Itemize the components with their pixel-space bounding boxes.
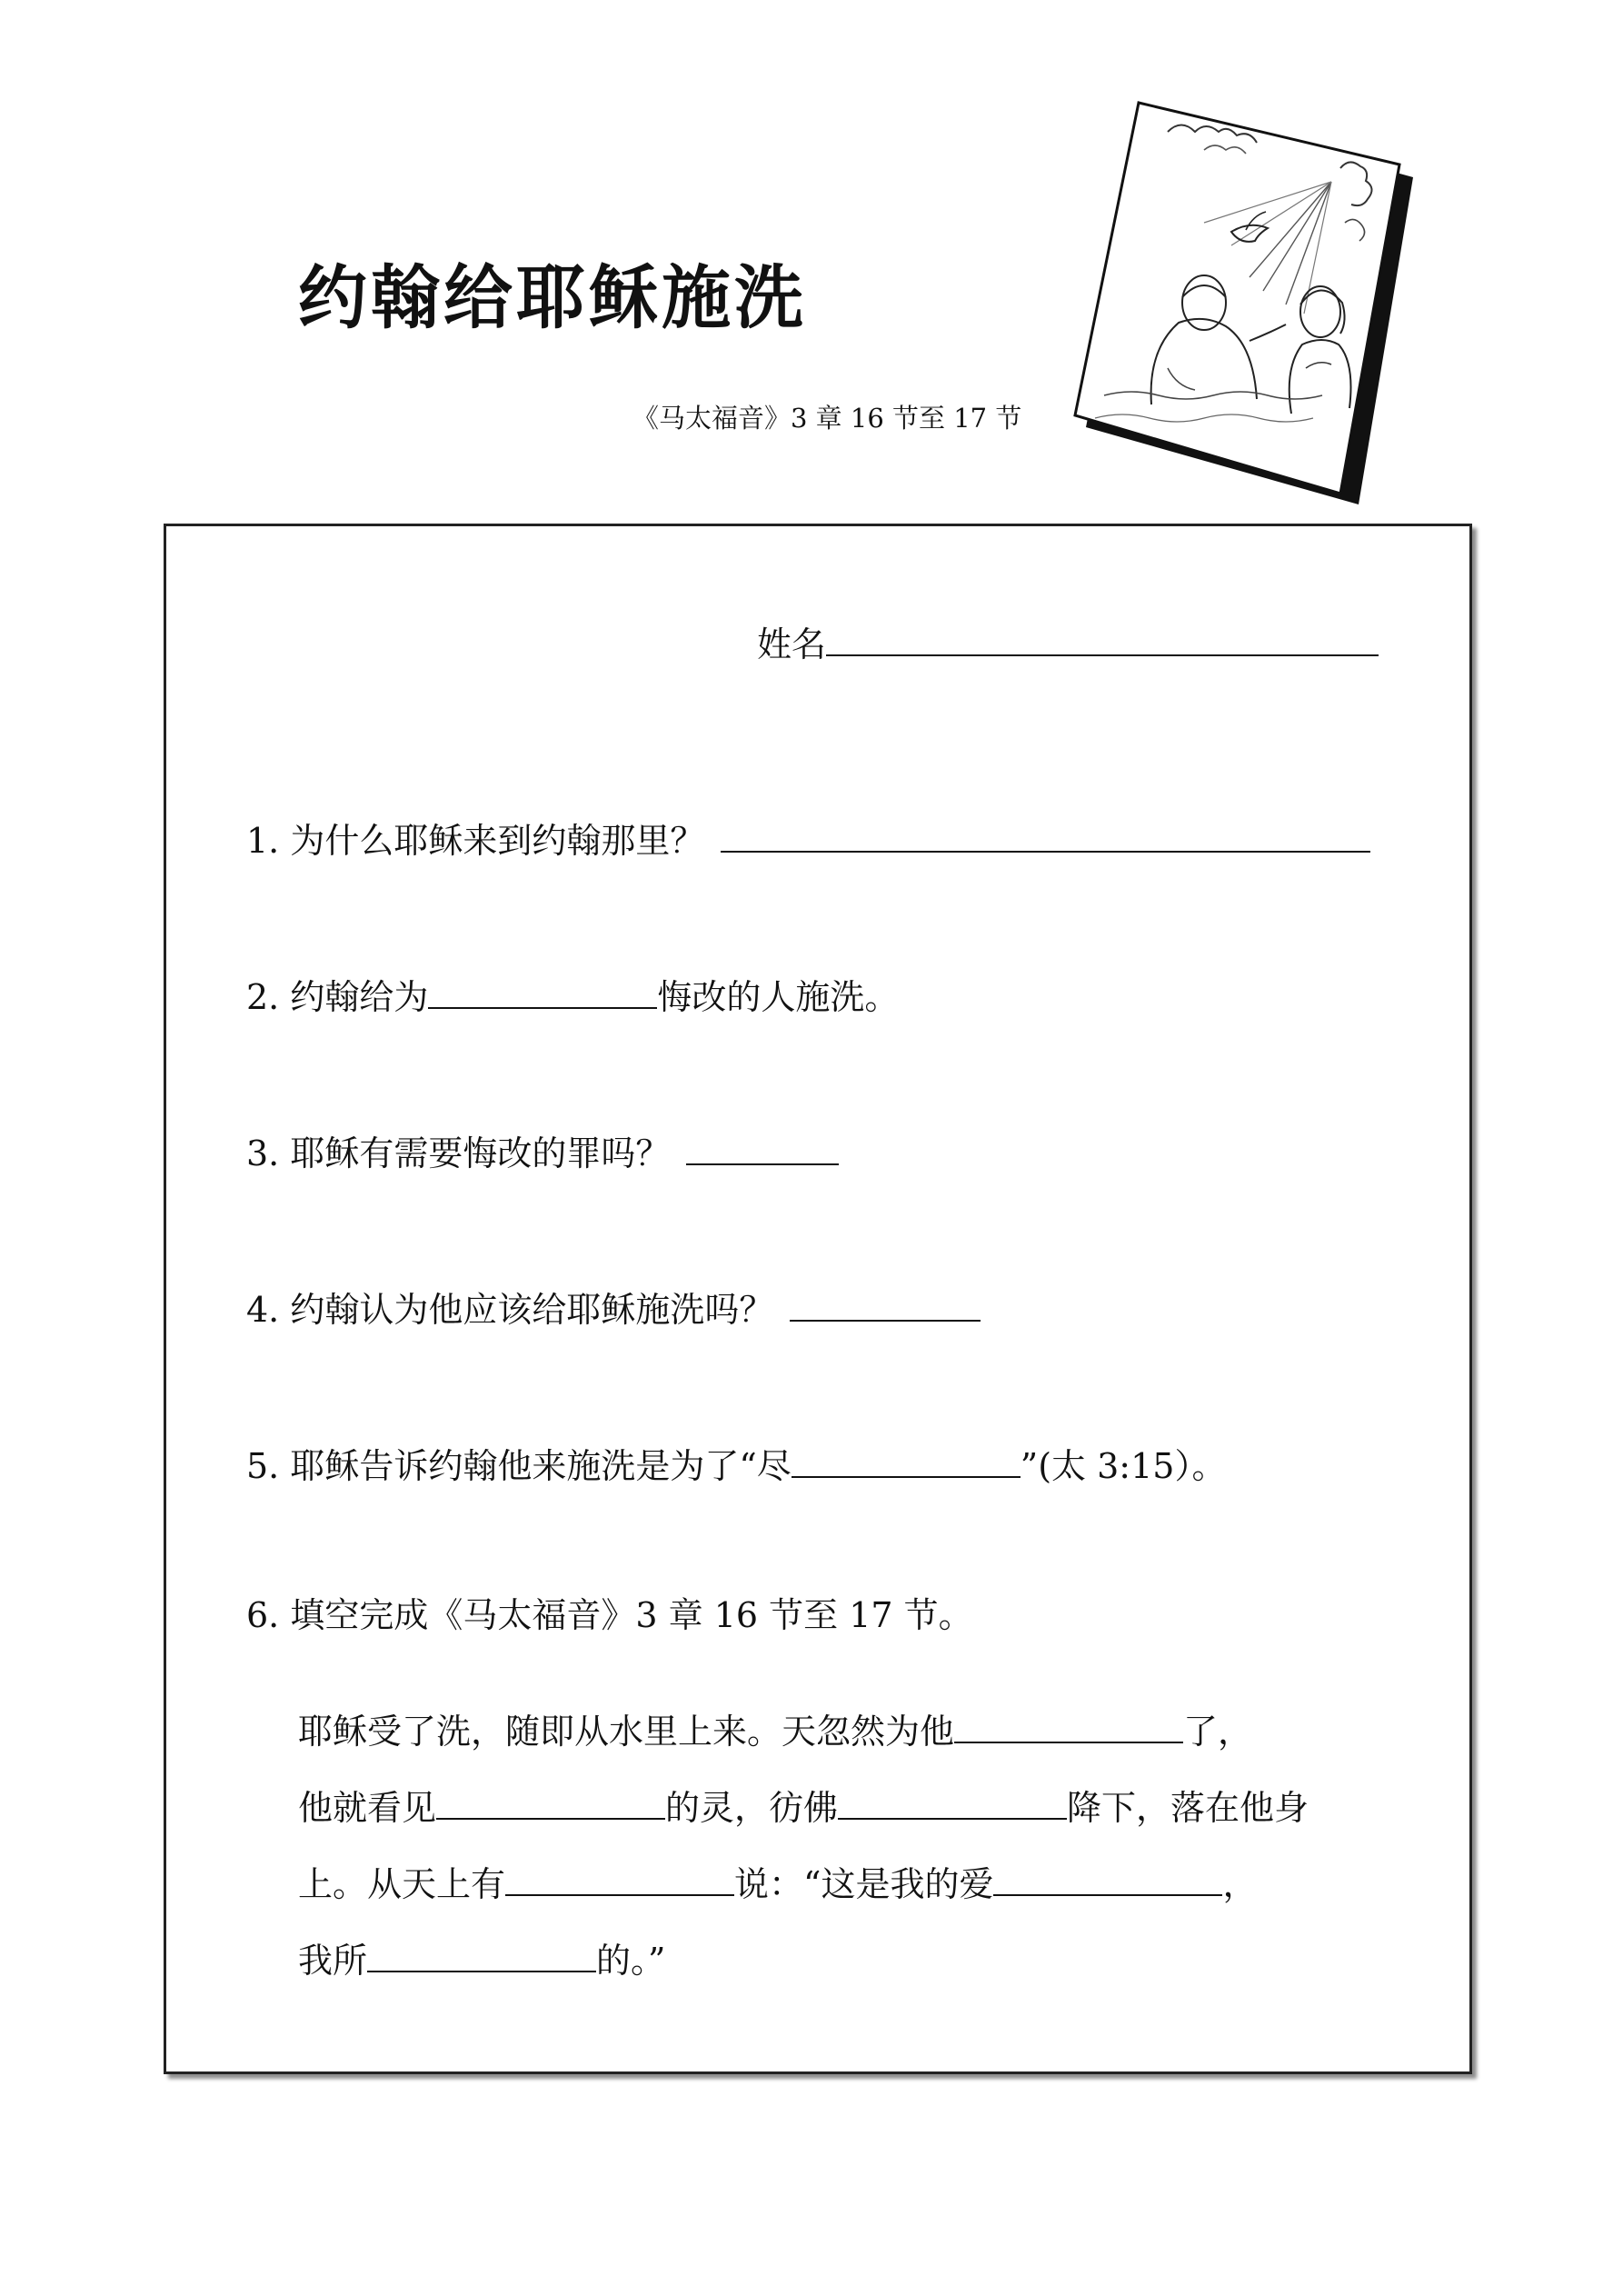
passage-line-3: 上。从天上有 说：“这是我的爱 ，	[298, 1860, 1257, 1902]
worksheet-title: 约翰给耶稣施洗	[298, 257, 807, 338]
passage-blank[interactable]	[954, 1707, 1183, 1743]
name-label: 姓名	[757, 624, 827, 664]
question-2	[246, 973, 900, 1017]
passage-line-4: 我所 的。”	[298, 1936, 665, 1978]
question-number: 4.	[246, 1290, 280, 1330]
name-blank[interactable]	[826, 620, 1379, 656]
question-number: 6.	[246, 1595, 280, 1635]
question-text: 耶稣有需要悔改的罪吗？	[290, 1133, 671, 1173]
question-1	[246, 816, 1370, 861]
question-text: 为什么耶稣来到约翰那里？	[290, 821, 705, 861]
question-text: 填空完成《马太福音》3 章 16 节至 17 节。	[290, 1595, 973, 1635]
question-4	[246, 1285, 981, 1330]
question-number: 2.	[246, 977, 280, 1017]
question-5	[246, 1442, 1227, 1486]
scripture-reference: 《马太福音》3 章 16 节至 17 节	[632, 403, 1022, 434]
question-text-before: 耶稣告诉约翰他来施洗是为了“尽	[290, 1446, 792, 1486]
passage-blank[interactable]	[993, 1860, 1222, 1896]
answer-blank[interactable]	[428, 973, 657, 1009]
passage-line-2: 他就看见 的灵，彷佛 降下，落在他身	[298, 1783, 1309, 1825]
question-6	[246, 1595, 973, 1635]
answer-blank[interactable]	[686, 1129, 839, 1165]
question-text: 约翰认为他应该给耶稣施洗吗？	[290, 1290, 774, 1330]
answer-blank[interactable]	[792, 1442, 1021, 1478]
passage-line-1: 耶稣受了洗，随即从水里上来。天忽然为他 了，	[298, 1707, 1252, 1749]
question-number: 5.	[246, 1446, 280, 1486]
answer-blank[interactable]	[790, 1285, 981, 1322]
answer-blank[interactable]	[721, 816, 1370, 853]
baptism-drawing-icon	[1068, 95, 1440, 509]
passage-blank[interactable]	[505, 1860, 734, 1896]
question-text-after: 悔改的人施洗。	[657, 977, 900, 1017]
question-number: 1.	[246, 821, 280, 861]
passage-blank[interactable]	[367, 1936, 596, 1972]
passage-blank[interactable]	[838, 1783, 1067, 1820]
question-number: 3.	[246, 1133, 280, 1173]
question-text-after: ”(太 3:15）。	[1020, 1446, 1227, 1486]
passage-blank[interactable]	[436, 1783, 665, 1820]
question-text-before: 约翰给为	[290, 977, 429, 1017]
question-3	[246, 1129, 839, 1171]
name-row	[757, 620, 1379, 662]
